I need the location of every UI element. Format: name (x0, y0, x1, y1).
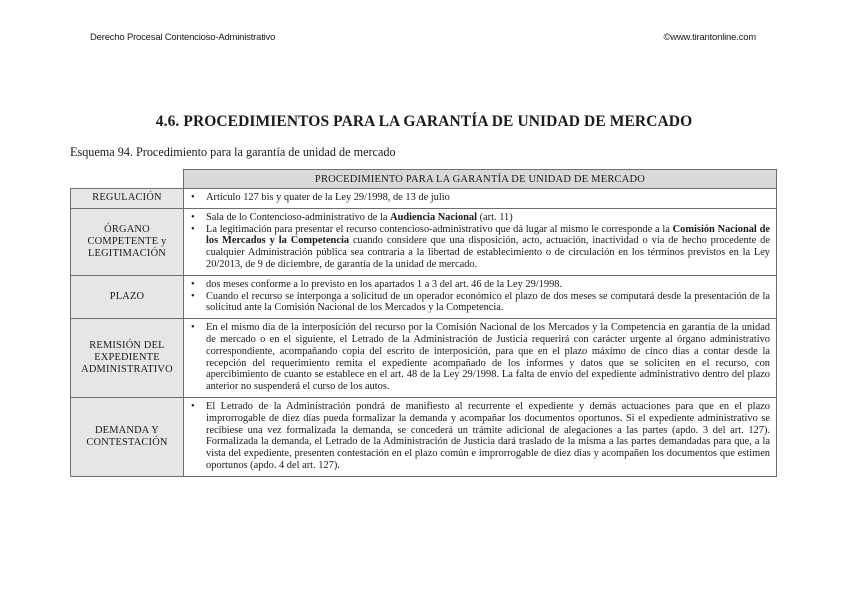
row-content (184, 397, 777, 476)
bullet-icon: • (191, 278, 195, 290)
table-header-row (71, 170, 777, 189)
procedure-table (70, 169, 777, 477)
bullet-item (188, 279, 770, 291)
scheme-caption: Esquema 94. Procedimiento para la garantía de unidad de mercado (70, 145, 396, 159)
table-row-demanda-contestacion (71, 397, 777, 476)
bullet-list (188, 401, 770, 472)
bold-text: Comisión Nacional de los Mercados y la Competencia (206, 223, 770, 247)
row-label: ÓRGANO COMPETENTE y LEGITIMACIÓN (71, 208, 184, 275)
item-text: cuando considere que una disposición, acto, actuación, inactividad o vía de hecho procedente de cualquier Administración pública sea contraria a la libertad de establecimiento o de circulación en los términos previstos en la Ley 20/2013, de 9 de diciembre, de garantía de la unidad de mercado. (206, 235, 770, 270)
item-text: La legitimación para presentar el recurso contencioso-administrativo que dá lugar al mismo le corresponde a la (206, 223, 673, 235)
bullet-icon: • (191, 400, 195, 412)
table-body (71, 189, 777, 477)
bullet-item (188, 401, 770, 472)
bullet-icon: • (191, 223, 195, 235)
running-header-title: Derecho Procesal Contencioso-Administrativo (90, 32, 276, 43)
item-text: El Letrado de la Administración pondrá de manifiesto al recurrente el expediente y demás actuaciones para que en el plazo improrrogable de diez días pueda formalizar la demanda y acompañar los documentos oportunos. Si el expediente administrativo se recibiese una vez formalizada la demanda, se concederá un trámite adicional de alegaciones a las partes (apdo. 3 del art. 127). Formalizada la demanda, el Letrado de la Administración de Justicia dará traslado de la misma a las partes demandadas para que, a la vista del expediente, presenten contestación en el plazo común e improrrogable de diez días y acompañen los documentos que estimen oportunos (apdo. 4 del art. 127). (206, 400, 770, 471)
bullet-item (188, 224, 770, 271)
bullet-list (188, 212, 770, 271)
row-content (184, 319, 777, 398)
bullet-icon: • (191, 322, 195, 334)
item-text: En el mismo día de la interposición del recurso por la Comisión Nacional de los Mercados y la Competencia en garantía de la unidad de mercado o en el siguiente, el Letrado de la Administración de Justicia requerirá con carácter urgente al órgano administrativo correspondiente, acompañando copia del escrito de interposición, para que en el plazo máximo de cinco días a contar desde la recepción del requerimiento remita el expediente acompañado de los informes y datos que se soliciten en el recurso, con apercibimiento de cuanto se establece en el art. 48 de la Ley 29/1998. La falta de envío del expediente administrativo dentro del plazo anterior no suspenderá el curso de los autos. (206, 322, 770, 393)
item-text: Cuando el recurso se interponga a solicitud de un operador económico el plazo de dos meses se computará desde la presentación de la solicitud ante la Comisión Nacional de los Mercados y la Competencia. (206, 290, 770, 314)
section-title: 4.6. PROCEDIMIENTOS PARA LA GARANTÍA DE UNIDAD DE MERCADO (155, 113, 693, 130)
bullet-list (188, 279, 770, 314)
bullet-icon: • (191, 192, 195, 203)
bold-text: Audiencia Nacional (390, 211, 477, 223)
bullet-item (188, 212, 770, 224)
item-text: (art. 11) (477, 211, 513, 223)
item-text: Artículo 127 bis y quater de la Ley 29/1998, de 13 de julio (206, 192, 450, 203)
bullet-item (188, 291, 770, 315)
row-label: PLAZO (71, 275, 184, 318)
running-header-website: ©www.tirantonline.com (663, 32, 756, 43)
bullet-item (188, 192, 770, 204)
bullet-icon: • (191, 290, 195, 302)
row-label: REGULACIÓN (71, 189, 184, 209)
row-label: DEMANDA Y CONTESTACIÓN (71, 397, 184, 476)
item-text: dos meses conforme a lo previsto en los apartados 1 a 3 del art. 46 de la Ley 29/1998. (206, 278, 563, 290)
bullet-item (188, 322, 770, 393)
table-row-organo-competente (71, 208, 777, 275)
table-corner-cell (71, 170, 184, 189)
bullet-icon: • (191, 211, 195, 223)
bullet-list (188, 322, 770, 393)
table-row-plazo (71, 275, 777, 318)
row-content (184, 208, 777, 275)
bullet-list (188, 192, 770, 204)
item-text: Sala de lo Contencioso-administrativo de la (206, 211, 391, 223)
row-content (184, 275, 777, 318)
table-row-remision-expediente (71, 319, 777, 398)
table-row-regulacion (71, 189, 777, 209)
row-content (184, 189, 777, 209)
row-label: REMISIÓN DEL EXPEDIENTE ADMINISTRATIVO (71, 319, 184, 398)
column-header: PROCEDIMIENTO PARA LA GARANTÍA DE UNIDAD DE MERCADO (184, 170, 777, 189)
